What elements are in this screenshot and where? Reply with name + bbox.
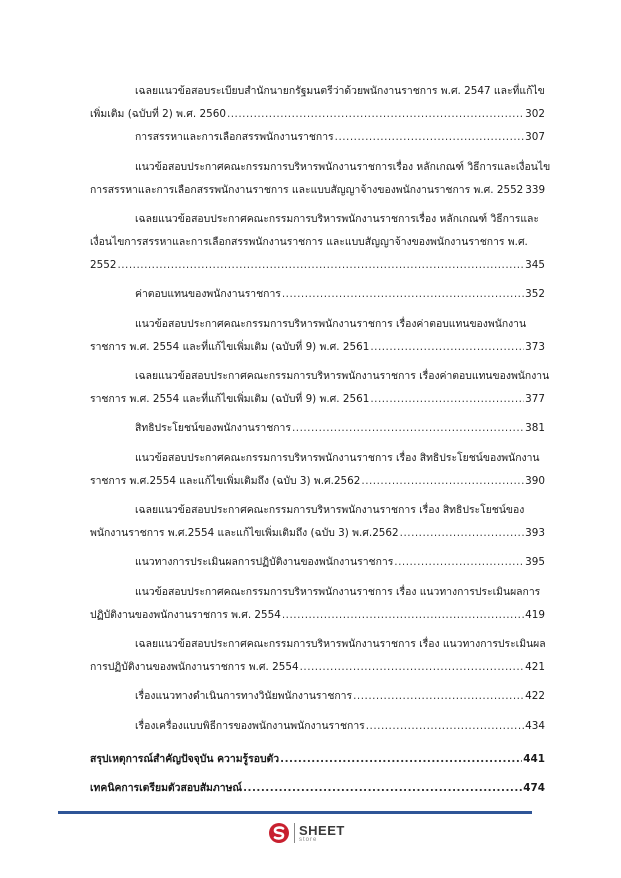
dot-leader xyxy=(366,719,524,733)
toc-page-number: 302 xyxy=(525,108,545,120)
dot-leader xyxy=(300,660,525,674)
toc-page-number: 307 xyxy=(525,131,545,143)
toc-entry-leader-line xyxy=(90,107,545,121)
toc-page-number: 434 xyxy=(525,720,545,732)
dot-leader xyxy=(282,287,524,301)
toc-entry-line: แนวข้อสอบประกาศคณะกรรมการบริหารพนักงานราชการเรื่อง หลักเกณฑ์ วิธีการและเงื่อนไข xyxy=(135,161,551,173)
toc-page-number: 419 xyxy=(525,609,545,621)
toc-entry-leader-line xyxy=(135,555,545,569)
toc-entry-leader-line xyxy=(90,608,545,622)
toc-entry-title: 2552 xyxy=(90,259,117,271)
dot-leader xyxy=(394,555,524,569)
toc-page-number: 422 xyxy=(525,690,545,702)
toc-entry-leader-line xyxy=(90,781,545,795)
toc-entry-leader-line xyxy=(135,130,545,144)
dot-leader xyxy=(370,392,524,406)
dot-leader xyxy=(353,689,524,703)
toc-entry-title: การปฏิบัติงานของพนักงานราชการ พ.ศ. 2554 xyxy=(90,661,299,673)
toc-entry-leader-line xyxy=(90,752,545,766)
toc-page-number: 474 xyxy=(523,782,545,794)
toc-entry-leader-line xyxy=(90,526,545,540)
toc-page-number: 352 xyxy=(525,288,545,300)
toc-entry-title: ปฏิบัติงานของพนักงานราชการ พ.ศ. 2554 xyxy=(90,609,281,621)
toc-entry-title: ราชการ พ.ศ. 2554 และที่แก้ไขเพิ่มเติม (ฉบับที่ 9) พ.ศ. 2561 xyxy=(90,341,370,353)
toc-entry-leader-line xyxy=(90,474,545,488)
toc-entry-title: สิทธิประโยชน์ของพนักงานราชการ xyxy=(135,422,291,434)
dot-leader xyxy=(361,474,524,488)
sheet-store-logo xyxy=(268,822,345,844)
toc-entry-leader-line xyxy=(90,258,545,272)
toc-page-number: 345 xyxy=(525,259,545,271)
logo-separator xyxy=(294,823,295,843)
sheet-logo-icon xyxy=(268,822,290,844)
toc-entry-leader-line xyxy=(135,689,545,703)
toc-entry-leader-line xyxy=(135,421,545,435)
toc-entry-title: เพิ่มเติม (ฉบับที่ 2) พ.ศ. 2560 xyxy=(90,108,226,120)
toc-page-number: 441 xyxy=(523,753,545,765)
toc-page-number: 395 xyxy=(525,556,545,568)
toc-page-number: 373 xyxy=(525,341,545,353)
toc-entry-title: ราชการ พ.ศ. 2554 และที่แก้ไขเพิ่มเติม (ฉบับที่ 9) พ.ศ. 2561 xyxy=(90,393,370,405)
toc-entry-title: แนวทางการประเมินผลการปฏิบัติงานของพนักงานราชการ xyxy=(135,556,394,568)
toc-entry-title: เรื่องเครื่องแบบพิธีการของพนักงานพนักงานราชการ xyxy=(135,720,365,732)
toc-page-number: 339 xyxy=(525,184,546,196)
toc-entry-line: เฉลยแนวข้อสอบประกาศคณะกรรมการบริหารพนักงานราชการ เรื่องค่าตอบแทนของพนักงาน xyxy=(135,370,550,382)
toc-entry-leader-line xyxy=(90,340,545,354)
toc-page-number: 381 xyxy=(525,422,545,434)
dot-leader xyxy=(335,130,525,144)
dot-leader xyxy=(370,340,524,354)
logo-title: SHEET xyxy=(299,822,345,838)
toc-entry-title: การสรรหาและการเลือกสรรพนักงานราชการ และแบบสัญญาจ้างของพนักงานราชการ พ.ศ. 2552 xyxy=(90,184,524,196)
dot-leader xyxy=(117,258,524,272)
toc-page-number: 390 xyxy=(525,475,545,487)
footer-divider xyxy=(58,811,532,814)
toc-entry-leader-line xyxy=(135,719,545,733)
dot-leader xyxy=(243,781,522,795)
toc-entry-title: การสรรหาและการเลือกสรรพนักงานราชการ xyxy=(135,131,334,143)
toc-entry-leader-line xyxy=(90,183,545,197)
toc-entry-leader-line xyxy=(90,392,545,406)
toc-entry-leader-line xyxy=(90,660,545,674)
toc-entry-line: เฉลยแนวข้อสอบประกาศคณะกรรมการบริหารพนักงานราชการ เรื่อง แนวทางการประเมินผล xyxy=(135,638,546,650)
dot-leader xyxy=(400,526,525,540)
toc-entry-line: แนวข้อสอบประกาศคณะกรรมการบริหารพนักงานราชการ เรื่อง สิทธิประโยชน์ของพนักงาน xyxy=(135,452,540,464)
logo-subtitle: store xyxy=(299,836,318,843)
logo-text xyxy=(299,824,345,843)
toc-page-number: 421 xyxy=(525,661,545,673)
toc-entry-title: พนักงานราชการ พ.ศ.2554 และแก้ไขเพิ่มเติมถึง (ฉบับ 3) พ.ศ.2562 xyxy=(90,527,399,539)
toc-entry-leader-line xyxy=(135,287,545,301)
dot-leader xyxy=(282,608,524,622)
dot-leader xyxy=(227,107,524,121)
toc-entry-line: เงื่อนไขการสรรหาและการเลือกสรรพนักงานราชการ และแบบสัญญาจ้างของพนักงานราชการ พ.ศ. xyxy=(90,236,528,248)
toc-entry-title: เทคนิคการเตรียมตัวสอบสัมภาษณ์ xyxy=(90,782,243,794)
dot-leader xyxy=(280,752,522,766)
toc-page-number: 377 xyxy=(525,393,545,405)
toc-entry-title: สรุปเหตุการณ์สำคัญปัจจุบัน ความรู้รอบตัว xyxy=(90,753,280,765)
toc-entry-title: ค่าตอบแทนของพนักงานราชการ xyxy=(135,288,281,300)
toc-entry-line: เฉลยแนวข้อสอบประกาศคณะกรรมการบริหารพนักงานราชการเรื่อง หลักเกณฑ์ วิธีการและ xyxy=(135,213,539,225)
toc-entry-line: เฉลยแนวข้อสอบระเบียบสำนักนายกรัฐมนตรีว่าด้วยพนักงานราชการ พ.ศ. 2547 และที่แก้ไข xyxy=(135,85,545,97)
dot-leader xyxy=(292,421,524,435)
toc-page-number: 393 xyxy=(525,527,545,539)
toc-entry-line: แนวข้อสอบประกาศคณะกรรมการบริหารพนักงานราชการ เรื่องค่าตอบแทนของพนักงาน xyxy=(135,318,527,330)
toc-entry-line: เฉลยแนวข้อสอบประกาศคณะกรรมการบริหารพนักงานราชการ เรื่อง สิทธิประโยชน์ของ xyxy=(135,504,525,516)
toc-entry-title: ราชการ พ.ศ.2554 และแก้ไขเพิ่มเติมถึง (ฉบับ 3) พ.ศ.2562 xyxy=(90,475,361,487)
toc-entry-line: แนวข้อสอบประกาศคณะกรรมการบริหารพนักงานราชการ เรื่อง แนวทางการประเมินผลการ xyxy=(135,586,541,598)
toc-entry-title: เรื่องแนวทางดำเนินการทางวินัยพนักงานราชการ xyxy=(135,690,353,702)
